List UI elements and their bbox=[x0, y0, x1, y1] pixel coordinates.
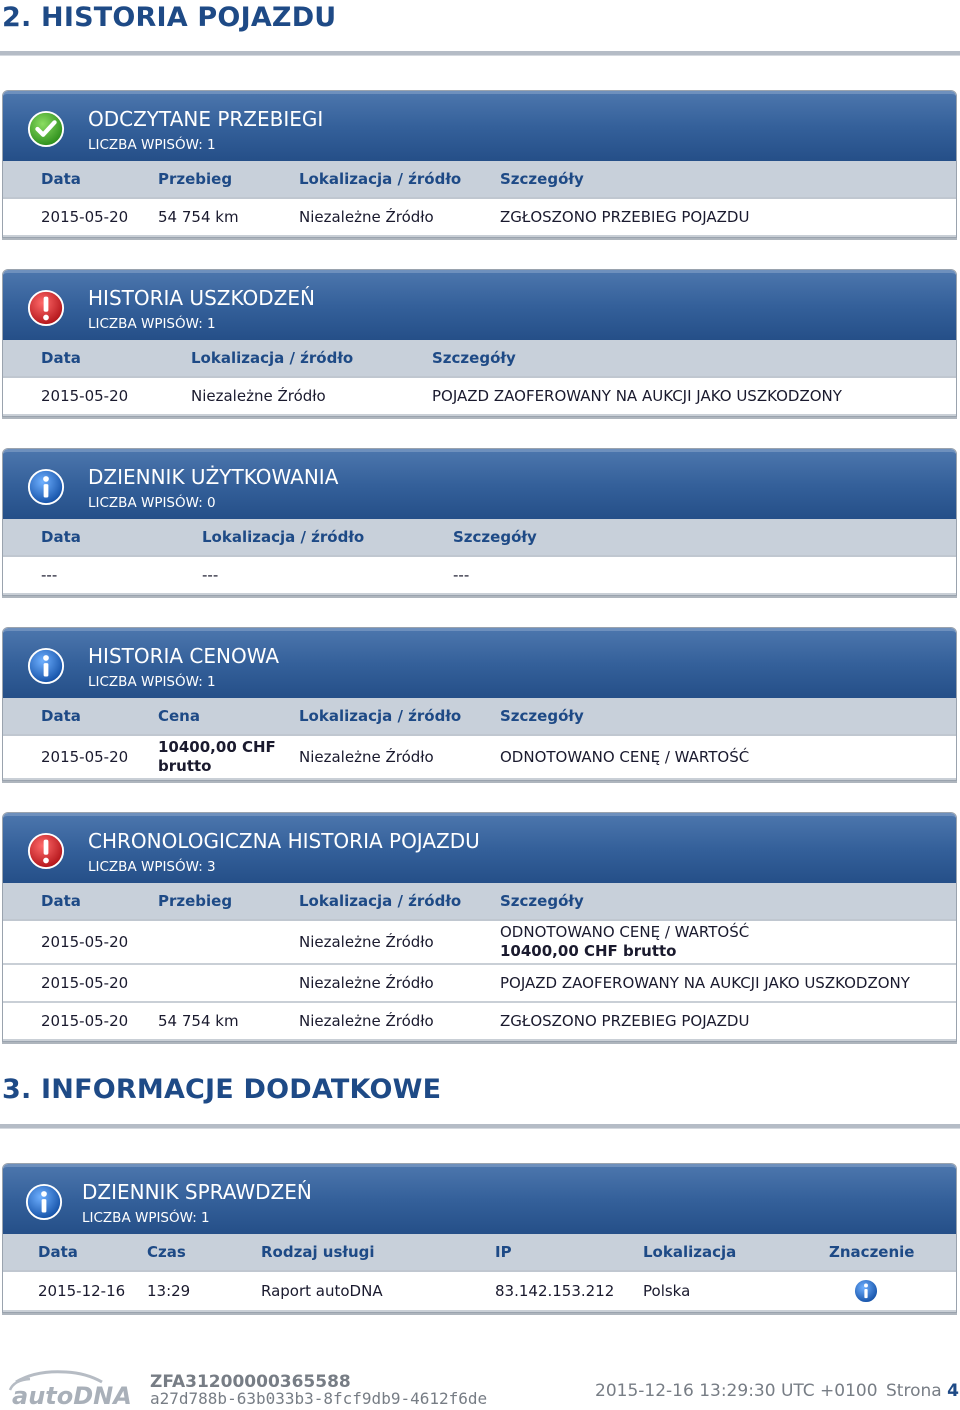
page-label: Strona bbox=[886, 1381, 942, 1401]
entry-count: LICZBA WPISÓW: 1 bbox=[88, 674, 216, 690]
section-title-vehicle-history: 2. HISTORIA POJAZDU bbox=[2, 2, 337, 33]
cell-source: Niezależne Źródło bbox=[191, 386, 326, 405]
column-header-date: Data bbox=[38, 1242, 78, 1261]
column-header-significance: Znaczenie bbox=[829, 1242, 915, 1261]
exclamation-icon bbox=[27, 832, 65, 870]
exclamation-icon bbox=[27, 289, 65, 327]
panel-usage-log bbox=[2, 448, 957, 596]
panel-header bbox=[3, 449, 956, 519]
column-header-mileage: Przebieg bbox=[158, 891, 233, 910]
panel-odometer-readings bbox=[2, 90, 957, 238]
report-timestamp: 2015-12-16 13:29:30 UTC +0100 bbox=[595, 1381, 878, 1401]
panel-title: HISTORIA CENOWA bbox=[88, 644, 280, 668]
cell-details: ODNOTOWANO CENĘ / WARTOŚĆ bbox=[500, 747, 750, 766]
cell-details: --- bbox=[453, 565, 470, 584]
column-header-date: Data bbox=[41, 527, 81, 546]
table-row bbox=[3, 557, 956, 595]
table-row bbox=[3, 378, 956, 416]
column-header-source: Lokalizacja / źródło bbox=[202, 527, 365, 546]
cell-source: --- bbox=[202, 565, 219, 584]
info-icon bbox=[27, 468, 65, 506]
section-divider bbox=[0, 1124, 960, 1129]
table-row bbox=[3, 199, 956, 237]
column-header-price: Cena bbox=[158, 706, 200, 725]
panel-title: CHRONOLOGICZNA HISTORIA POJAZDU bbox=[88, 829, 480, 853]
detail-line: ODNOTOWANO CENĘ / WARTOŚĆ bbox=[500, 923, 750, 941]
table-row bbox=[3, 736, 956, 780]
table-header-row bbox=[3, 161, 956, 199]
cell-location: Polska bbox=[643, 1281, 691, 1300]
table-header-row bbox=[3, 883, 956, 921]
cell-source: Niezależne Źródło bbox=[299, 1011, 434, 1030]
table-header-row bbox=[3, 340, 956, 378]
cell-details: ZGŁOSZONO PRZEBIEG POJAZDU bbox=[500, 207, 750, 226]
info-icon bbox=[25, 1183, 63, 1221]
cell-date: --- bbox=[41, 565, 58, 584]
cell-date: 2015-05-20 bbox=[41, 973, 129, 992]
cell-service: Raport autoDNA bbox=[261, 1281, 383, 1300]
cell-date: 2015-05-20 bbox=[41, 207, 129, 226]
info-icon bbox=[853, 1278, 879, 1304]
cell-date: 2015-12-16 bbox=[38, 1281, 126, 1300]
section-title-additional-info: 3. INFORMACJE DODATKOWE bbox=[2, 1074, 442, 1105]
column-header-details: Szczegóły bbox=[500, 891, 584, 910]
panel-header bbox=[3, 91, 956, 161]
panel-damage-history bbox=[2, 269, 957, 417]
cell-mileage: 54 754 km bbox=[158, 1011, 239, 1030]
entry-count: LICZBA WPISÓW: 0 bbox=[88, 495, 216, 511]
column-header-date: Data bbox=[41, 891, 81, 910]
cell-date: 2015-05-20 bbox=[41, 1011, 129, 1030]
table-row bbox=[3, 1003, 956, 1041]
cell-source: Niezależne Źródło bbox=[299, 932, 434, 951]
column-header-details: Szczegóły bbox=[453, 527, 537, 546]
cell-date: 2015-05-20 bbox=[41, 386, 129, 405]
panel-header bbox=[3, 1164, 956, 1234]
section-divider bbox=[0, 51, 960, 56]
panel-chronological-history bbox=[2, 812, 957, 1042]
cell-price bbox=[158, 736, 276, 778]
column-header-time: Czas bbox=[147, 1242, 186, 1261]
autodna-logo bbox=[6, 1368, 132, 1410]
table-header-row bbox=[3, 519, 956, 557]
entry-count: LICZBA WPISÓW: 3 bbox=[88, 859, 216, 875]
column-header-date: Data bbox=[41, 169, 81, 188]
info-icon bbox=[27, 647, 65, 685]
table-row bbox=[3, 1272, 956, 1312]
cell-significance bbox=[853, 1272, 879, 1310]
table-row bbox=[3, 965, 956, 1003]
column-header-mileage: Przebieg bbox=[158, 169, 233, 188]
column-header-details: Szczegóły bbox=[432, 348, 516, 367]
cell-time: 13:29 bbox=[147, 1281, 191, 1300]
cell-details: POJAZD ZAOFEROWANY NA AUKCJI JAKO USZKODZONY bbox=[500, 973, 910, 992]
panel-price-history bbox=[2, 627, 957, 781]
svg-text:autoDNA: autoDNA bbox=[12, 1382, 132, 1410]
entry-count: LICZBA WPISÓW: 1 bbox=[88, 316, 216, 332]
panel-title: DZIENNIK UŻYTKOWANIA bbox=[88, 465, 339, 489]
cell-source: Niezależne Źródło bbox=[299, 207, 434, 226]
panel-title: HISTORIA USZKODZEŃ bbox=[88, 286, 315, 310]
column-header-date: Data bbox=[41, 706, 81, 725]
cell-date: 2015-05-20 bbox=[41, 932, 129, 951]
entry-count: LICZBA WPISÓW: 1 bbox=[88, 137, 216, 153]
page-number: 4 bbox=[947, 1381, 959, 1401]
column-header-ip: IP bbox=[495, 1242, 512, 1261]
cell-source: Niezależne Źródło bbox=[299, 973, 434, 992]
column-header-source: Lokalizacja / źródło bbox=[299, 706, 462, 725]
panel-title: DZIENNIK SPRAWDZEŃ bbox=[82, 1180, 312, 1204]
cell-ip: 83.142.153.212 bbox=[495, 1281, 615, 1300]
panel-header bbox=[3, 813, 956, 883]
panel-check-log bbox=[2, 1163, 957, 1313]
column-header-source: Lokalizacja / źródło bbox=[299, 169, 462, 188]
panel-header bbox=[3, 270, 956, 340]
panel-title: ODCZYTANE PRZEBIEGI bbox=[88, 107, 324, 131]
column-header-date: Data bbox=[41, 348, 81, 367]
column-header-service: Rodzaj usługi bbox=[261, 1242, 375, 1261]
price-type: brutto bbox=[158, 757, 212, 775]
cell-source: Niezależne Źródło bbox=[299, 747, 434, 766]
cell-details: POJAZD ZAOFEROWANY NA AUKCJI JAKO USZKODZONY bbox=[432, 386, 842, 405]
table-header-row bbox=[3, 1234, 956, 1272]
cell-date: 2015-05-20 bbox=[41, 747, 129, 766]
checkmark-icon bbox=[27, 110, 65, 148]
cell-details bbox=[500, 921, 749, 963]
column-header-location: Lokalizacja bbox=[643, 1242, 737, 1261]
price-amount: 10400,00 CHF bbox=[158, 738, 276, 756]
cell-details: ZGŁOSZONO PRZEBIEG POJAZDU bbox=[500, 1011, 750, 1030]
vin-number: ZFA31200000365588 bbox=[150, 1372, 351, 1392]
report-hash: a27d788b-63b033b3-8fcf9db9-4612f6de bbox=[150, 1389, 488, 1408]
entry-count: LICZBA WPISÓW: 1 bbox=[82, 1210, 210, 1226]
table-header-row bbox=[3, 698, 956, 736]
panel-header bbox=[3, 628, 956, 698]
page-indicator bbox=[886, 1381, 959, 1401]
cell-mileage: 54 754 km bbox=[158, 207, 239, 226]
column-header-source: Lokalizacja / źródło bbox=[299, 891, 462, 910]
column-header-details: Szczegóły bbox=[500, 169, 584, 188]
table-row bbox=[3, 921, 956, 965]
column-header-details: Szczegóły bbox=[500, 706, 584, 725]
detail-price: 10400,00 CHF brutto bbox=[500, 942, 677, 960]
column-header-source: Lokalizacja / źródło bbox=[191, 348, 354, 367]
